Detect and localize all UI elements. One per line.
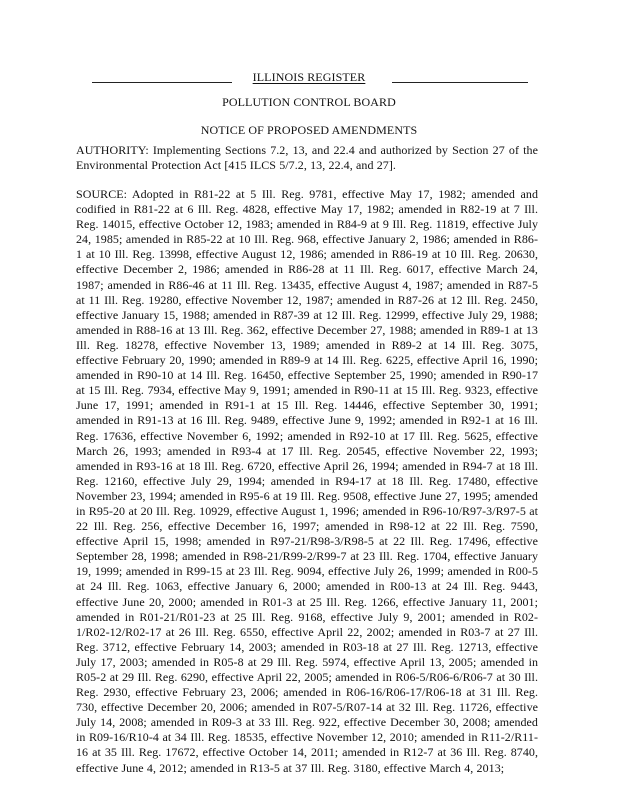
authority-paragraph: AUTHORITY: Implementing Sections 7.2, 13, and 22.4 and authorized by Section 27 of the Environmental Protection Act [415 ILCS 5/7.2, 13, 22.4, and 27]. [76,143,538,173]
header-rule-right [392,82,528,83]
agency-name: POLLUTION CONTROL BOARD [222,95,396,109]
notice-title: NOTICE OF PROPOSED AMENDMENTS [200,123,418,137]
source-paragraph: SOURCE: Adopted in R81-22 at 5 Ill. Reg. 9781, effective May 17, 1982; amended and codified in R81-22 at 6 Ill. Reg. 4828, effective May 17, 1982; amended in R82-19 at 7 Ill. Reg. 14015, effective October 12, 1983; amended in R84-9 at 9 Ill. Reg. 11819, effective July 24, 1985; amended in R85-22 at 10 Ill. Reg. 968, effective January 2, 1986; amended in R86-1 at 10 Ill. Reg. 13998, effective August 12, 1986; amended in R86-19 at 10 Ill. Reg. 20630, effective December 2, 1986; amended in R86-28 at 11 Ill. Reg. 6017, effective March 24, 1987; amended in R86-46 at 11 Ill. Reg. 13435, effective August 4, 1987; amended in R87-5 at 11 Ill. Reg. 19280, effective November 12, 1987; amended in R87-26 at 12 Ill. Reg. 2450, effective January 15, 1988; amended in R87-39 at 12 Ill. Reg. 12999, effective July 29, 1988; amended in R88-16 at 13 Ill. Reg. 362, effective December 27, 1988; amended in R89-1 at 13 Ill. Reg. 18278, effective November 13, 1989; amended in R89-2 at 14 Ill. Reg. 3075, effective February 20, 1990; amended in R89-9 at 14 Ill. Reg. 6225, effective April 16, 1990; amended in R90-10 at 14 Ill. Reg. 16450, effective September 25, 1990; amended in R90-17 at 15 Ill. Reg. 7934, effective May 9, 1991; amended in R90-11 at 15 Ill. Reg. 9323, effective June 17, 1991; amended in R91-1 at 15 Ill. Reg. 14446, effective September 30, 1991; amended in R91-13 at 16 Ill. Reg. 9489, effective June 9, 1992; amended in R92-1 at 16 Ill. Reg. 17636, effective November 6, 1992; amended in R92-10 at 17 Ill. Reg. 5625, effective March 26, 1993; amended in R93-4 at 17 Ill. Reg. 20545, effective November 22, 1993; amended in R93-16 at 18 Ill. Reg. 6720, effective April 26, 1994; amended in R94-7 at 18 Ill. Reg. 12160, effective July 29, 1994; amended in R94-17 at 18 Ill. Reg. 17480, effective November 23, 1994; amended in R95-6 at 19 Ill. Reg. 9508, effective June 27, 1995; amended in R95-20 at 20 Ill. Reg. 10929, effective August 1, 1996; amended in R96-10/R97-3/R97-5 at 22 Ill. Reg. 256, effective December 16, 1997; amended in R98-12 at 22 Ill. Reg. 7590, effective April 15, 1998; amended in R97-21/R98-3/R98-5 at 22 Ill. Reg. 17496, effective September 28, 1998; amended in R98-21/R99-2/R99-7 at 23 Ill. Reg. 1704, effective January 19, 1999; amended in R99-15 at 23 Ill. Reg. 9094, effective July 26, 1999; amended in R00-5 at 24 Ill. Reg. 1063, effective January 6, 2000; amended in R00-13 at 24 Ill. Reg. 9443, effective June 20, 2000; amended in R01-3 at 25 Ill. Reg. 1266, effective January 11, 2001; amended in R01-21/R01-23 at 25 Ill. Reg. 9168, effective July 9, 2001; amended in R02-1/R02-12/R02-17 at 26 Ill. Reg. 6550, effective April 22, 2002; amended in R03-7 at 27 Ill. Reg. 3712, effective February 14, 2003; amended in R03-18 at 27 Ill. Reg. 12713, effective July 17, 2003; amended in R05-8 at 29 Ill. Reg. 5974, effective April 13, 2005; amended in R05-2 at 29 Ill. Reg. 6290, effective April 22, 2005; amended in R06-5/R06-6/R06-7 at 30 Ill. Reg. 2930, effective February 23, 2006; amended in R06-16/R06-17/R06-18 at 31 Ill. Reg. 730, effective December 20, 2006; amended in R07-5/R07-14 at 32 Ill. Reg. 11726, effective July 14, 2008; amended in R09-3 at 33 Ill. Reg. 922, effective December 30, 2008; amended in R09-16/R10-4 at 34 Ill. Reg. 18535, effective November 12, 2010; amended in R11-2/R11-16 at 35 Ill. Reg. 17672, effective October 14, 2011; amended in R12-7 at 36 Ill. Reg. 8740, effective June 4, 2012; amended in R13-5 at 37 Ill. Reg. 3180, effective March 4, 2013; [76,187,538,775]
publication-title: ILLINOIS REGISTER [252,70,366,84]
